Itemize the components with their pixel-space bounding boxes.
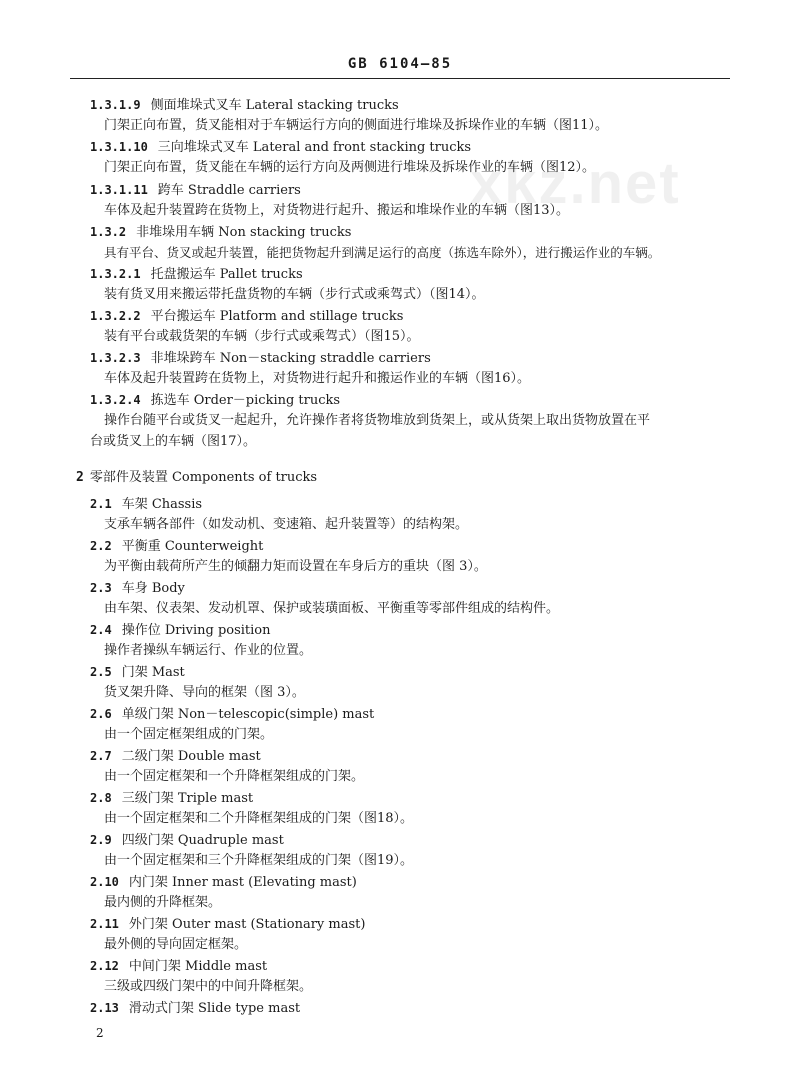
entry-heading: 1.3.1.9 侧面堆垛式叉车 Lateral stacking trucks [90, 98, 399, 113]
entry-description: 为平衡由载荷所产生的倾翻力矩而设置在车身后方的重块（图 3）。 [104, 559, 487, 574]
entry-description: 操作者操纵车辆运行、作业的位置。 [104, 643, 313, 658]
entry-heading: 1.3.2.1 托盘搬运车 Pallet trucks [90, 267, 303, 282]
entry-heading: 1.3.1.10 三向堆垛式叉车 Lateral and front stacking trucks [90, 140, 472, 155]
entry-description: 最内侧的升降框架。 [104, 895, 222, 910]
entry-heading: 2.2 平衡重 Counterweight [90, 539, 264, 554]
watermark: xkz.net [470, 151, 681, 216]
entry-heading: 2.11 外门架 Outer mast (Stationary mast) [90, 917, 366, 932]
entry-heading: 2.4 操作位 Driving position [90, 623, 271, 638]
section-heading: 2 零部件及装置 Components of trucks [76, 470, 318, 485]
entry-heading: 2.12 中间门架 Middle mast [90, 959, 268, 974]
entry-description: 由车架、仪表架、发动机罩、保护或装璜面板、平衡重等零部件组成的结构件。 [104, 601, 560, 616]
entry-heading: 2.10 内门架 Inner mast (Elevating mast) [90, 875, 357, 890]
entry-description: 车体及起升装置跨在货物上，对货物进行起升和搬运作业的车辆（图16）。 [104, 371, 531, 386]
entry-description-continued: 台或货叉上的车辆（图17）。 [90, 434, 257, 449]
entry-heading: 2.7 二级门架 Double mast [90, 749, 261, 764]
page-number: 2 [96, 1026, 104, 1040]
entry-heading: 2.13 滑动式门架 Slide type mast [90, 1001, 301, 1016]
entry-heading: 2.9 四级门架 Quadruple mast [90, 833, 284, 848]
header-divider [70, 78, 730, 79]
entry-description: 门架正向布置，货叉能在车辆的运行方向及两侧进行堆垛及拆垛作业的车辆（图12）。 [104, 160, 596, 175]
page-header: GB 6104—85 [347, 56, 453, 72]
entry-heading: 2.6 单级门架 Non－telescopic(simple) mast [90, 707, 375, 722]
entry-heading: 1.3.2 非堆垛用车辆 Non stacking trucks [90, 225, 352, 240]
entry-description: 最外侧的导向固定框架。 [104, 937, 248, 952]
entry-heading: 2.5 门架 Mast [90, 665, 185, 680]
entry-description: 支承车辆各部件（如发动机、变速箱、起升装置等）的结构架。 [104, 517, 469, 532]
entry-heading: 1.3.1.11 跨车 Straddle carriers [90, 183, 301, 198]
entry-heading: 2.3 车身 Body [90, 581, 185, 596]
entry-heading: 1.3.2.3 非堆垛跨车 Non－stacking straddle carriers [90, 351, 431, 366]
entry-description: 具有平台、货叉或起升装置，能把货物起升到满足运行的高度（拣选车除外），进行搬运作业的车辆。 [104, 245, 661, 260]
entry-heading: 2.1 车架 Chassis [90, 497, 203, 512]
entry-description: 由一个固定框架和二个升降框架组成的门架（图18）。 [104, 811, 414, 826]
entry-description: 由一个固定框架和一个升降框架组成的门架。 [104, 769, 365, 784]
entry-heading: 1.3.2.2 平台搬运车 Platform and stillage trucks [90, 309, 404, 324]
entry-description: 装有货叉用来搬运带托盘货物的车辆（步行式或乘驾式）（图14）。 [104, 287, 485, 302]
entry-description: 货叉架升降、导向的框架（图 3）。 [104, 685, 305, 700]
entry-description: 门架正向布置，货叉能相对于车辆运行方向的侧面进行堆垛及拆垛作业的车辆（图11）。 [104, 118, 609, 133]
entry-heading: 1.3.2.4 拣选车 Order－picking trucks [90, 393, 341, 408]
entry-description: 由一个固定框架和三个升降框架组成的门架（图19）。 [104, 853, 414, 868]
entry-description: 装有平台或载货架的车辆（步行式或乘驾式）（图15）。 [104, 329, 420, 344]
entry-description: 三级或四级门架中的中间升降框架。 [104, 979, 313, 994]
entry-description: 由一个固定框架组成的门架。 [104, 727, 274, 742]
entry-description: 操作台随平台或货叉一起起升，允许操作者将货物堆放到货架上，或从货架上取出货物放置在平 [104, 413, 651, 428]
entry-description: 车体及起升装置跨在货物上，对货物进行起升、搬运和堆垛作业的车辆（图13）。 [104, 203, 570, 218]
entry-heading: 2.8 三级门架 Triple mast [90, 791, 254, 806]
